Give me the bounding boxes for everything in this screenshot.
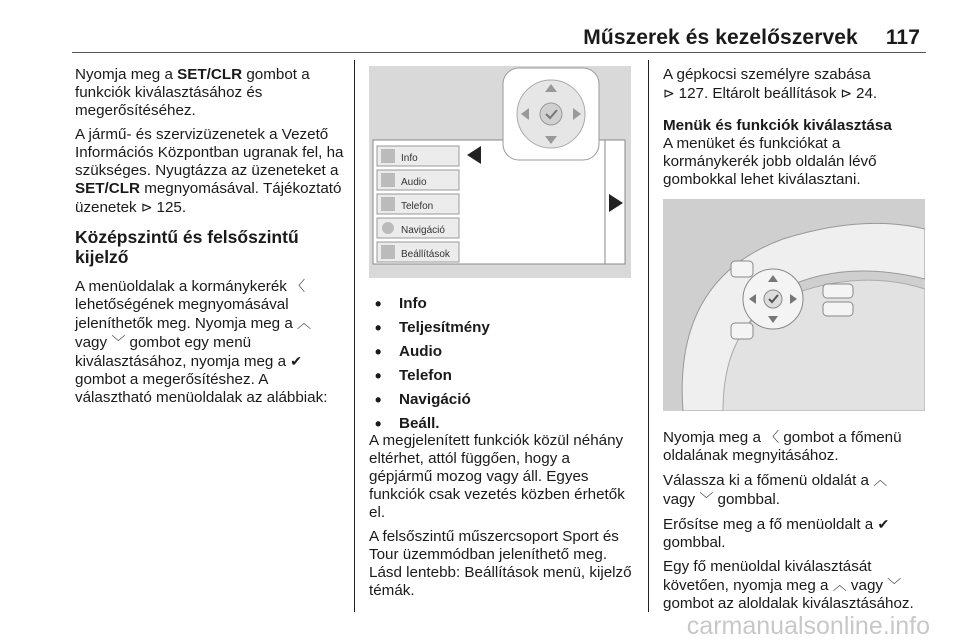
menu-navigation-label: Navigáció bbox=[401, 225, 445, 236]
menu-pages-list bbox=[369, 292, 631, 436]
navigation-icon bbox=[382, 222, 394, 234]
column-1 bbox=[75, 66, 345, 413]
chevron-left-icon: 〈 bbox=[291, 278, 306, 294]
paragraph-select-page bbox=[663, 471, 935, 509]
paragraph-personalization bbox=[663, 66, 933, 103]
text: A gépkocsi személyre szabása bbox=[663, 66, 871, 83]
text: gombbal. bbox=[713, 491, 781, 508]
chapter-title: Műszerek és kezelőszervek bbox=[583, 26, 858, 49]
check-icon: ✔ bbox=[290, 353, 302, 369]
set-clr-label: SET/CLR bbox=[75, 180, 140, 197]
info-icon bbox=[381, 149, 395, 163]
section-heading: Középszintű és felsőszintű kijelző bbox=[75, 227, 299, 267]
text: A jármű- és szervizüzenetek a Vezető Információs Központban ugranak fel, ha szükséges. Nyugtázza az üzeneteket a bbox=[75, 126, 344, 179]
menu-settings-label: Beállítások bbox=[401, 249, 450, 260]
text: gombbal. bbox=[663, 534, 726, 551]
page-ref: 24. bbox=[856, 85, 878, 102]
text: vagy bbox=[846, 577, 888, 594]
chevron-down-icon: ﹀ bbox=[887, 577, 902, 593]
list-item: • Navigáció bbox=[369, 388, 631, 412]
text: gombot az aloldalak kiválasztásához. bbox=[663, 595, 914, 612]
list-item: • Info bbox=[369, 292, 631, 316]
text: gombot a funkciók kiválasztásához és megerősítéséhez. bbox=[75, 66, 310, 119]
list-item: • Beáll. bbox=[369, 412, 631, 436]
paragraph-messages bbox=[75, 126, 345, 217]
chevron-left-icon: 〈 bbox=[765, 429, 780, 445]
text: gombot a megerősítéshez. A választható menüoldalak az alábbiak: bbox=[75, 371, 328, 406]
paragraph-main-menu bbox=[663, 428, 935, 465]
watermark: carmanualsonline.info bbox=[686, 612, 930, 640]
chevron-up-icon: ︿ bbox=[832, 577, 847, 593]
paragraph-set-clr bbox=[75, 66, 345, 120]
figure-steering-wheel bbox=[663, 199, 925, 411]
page-header bbox=[0, 0, 960, 52]
column-divider-1 bbox=[354, 60, 355, 612]
page-ref: 125. bbox=[156, 199, 187, 216]
text: vagy bbox=[663, 491, 700, 508]
text: Erősítse meg a fő menüoldalt a bbox=[663, 516, 878, 533]
check-icon: ✔ bbox=[877, 516, 890, 532]
control-pad-icon bbox=[503, 68, 599, 160]
text: A menüoldalak a kormánykerék bbox=[75, 278, 292, 295]
menu-audio-label: Audio bbox=[401, 177, 427, 188]
text: lehetőségének megnyomásával jeleníthetők meg. Nyomja meg a bbox=[75, 296, 298, 332]
paragraph-upper-level: A felsőszintű műszercsoport Sport és Tour üzemmódban jeleníthető meg. Lásd lentebb: Beállítások menü, kijelző témák. bbox=[369, 528, 632, 599]
display-illustration bbox=[369, 66, 631, 278]
chevron-down-icon: ﹀ bbox=[699, 491, 714, 507]
column-2-text bbox=[369, 432, 635, 606]
text: megnyomásával. Tájékoztató üzenetek bbox=[75, 180, 342, 216]
chevron-up-icon: ︿ bbox=[297, 315, 312, 331]
menu-phone-label: Telefon bbox=[401, 201, 434, 212]
paragraph-menu-pages bbox=[75, 277, 345, 407]
paragraph-subpages bbox=[663, 558, 935, 613]
list-item: • Audio bbox=[369, 340, 631, 364]
column-3-text bbox=[663, 428, 935, 619]
text: vagy bbox=[75, 334, 112, 351]
page-title bbox=[583, 26, 920, 50]
text: Válassza ki a főmenü oldalát a bbox=[663, 472, 874, 489]
text: Nyomja meg a bbox=[75, 66, 178, 83]
list-item: • Teljesítmény bbox=[369, 316, 631, 340]
header-rule bbox=[72, 52, 926, 53]
paragraph-functions: A megjelenített funkciók közül néhány eltérhet, attól függően, hogy a gépjármű mozog vagy áll. Egyes funkciók csak vezetés közben érhetők el. bbox=[369, 432, 625, 521]
list-item: • Telefon bbox=[369, 364, 631, 388]
column-divider-2 bbox=[648, 60, 649, 612]
subsection-heading: Menük és funkciók kiválasztása bbox=[663, 117, 892, 134]
page-ref: 127. Eltárolt beállítások bbox=[678, 85, 837, 102]
chevron-up-icon: ︿ bbox=[873, 472, 888, 488]
text: Nyomja meg a bbox=[663, 429, 766, 446]
page-ref-arrow-icon: ⊳ bbox=[836, 85, 857, 101]
paragraph-menu-selection: A menüket és funkciókat a kormánykerék jobb oldalán lévő gombokkal lehet kiválasztani. bbox=[663, 135, 877, 188]
page-ref-arrow-icon: ⊳ bbox=[663, 85, 679, 101]
settings-icon bbox=[381, 245, 395, 259]
menu-info-label: Info bbox=[401, 153, 418, 164]
text: Egy fő menüoldal kiválasztását követően, nyomja meg a bbox=[663, 558, 872, 594]
chevron-down-icon: ﹀ bbox=[111, 334, 126, 350]
page-number: 117 bbox=[885, 26, 920, 49]
audio-icon bbox=[381, 173, 395, 187]
page-ref-arrow-icon: ⊳ bbox=[140, 199, 157, 215]
menu-items bbox=[377, 146, 459, 262]
paragraph-confirm bbox=[663, 515, 935, 552]
set-clr-label: SET/CLR bbox=[177, 66, 243, 83]
figure-menu-display bbox=[369, 66, 631, 278]
column-3 bbox=[663, 66, 933, 195]
phone-icon bbox=[381, 197, 395, 211]
text: gombot a főmenü oldalának megnyitásához. bbox=[663, 429, 902, 464]
steering-wheel-illustration bbox=[663, 199, 925, 411]
text: gombot egy menü kiválasztásához, nyomja meg a bbox=[75, 334, 291, 370]
